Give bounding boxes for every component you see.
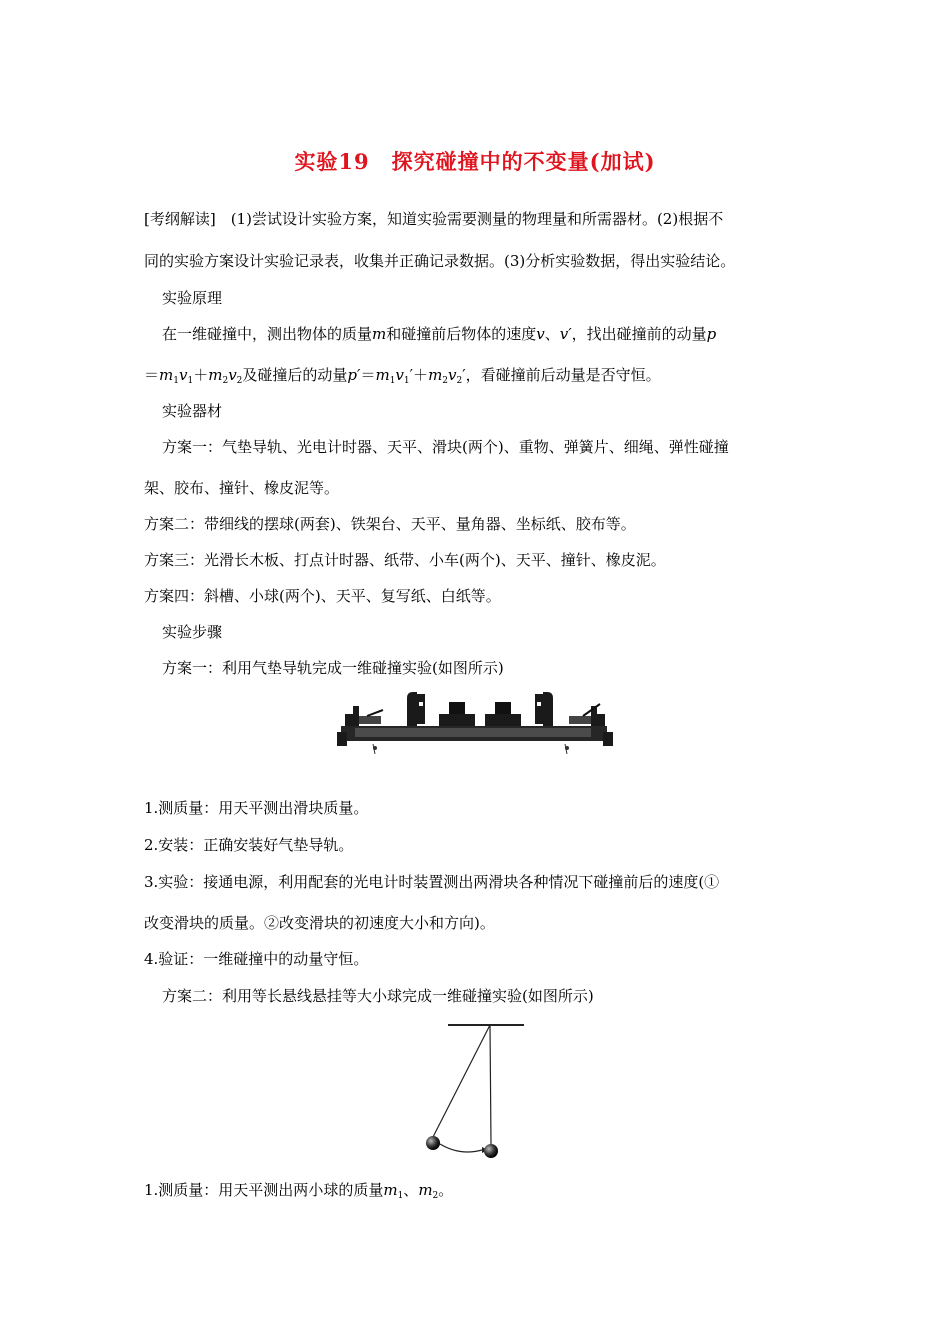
step-2: 2.安装：正确安装好气垫导轨。 xyxy=(144,836,354,854)
equipment-heading: 实验器材 xyxy=(162,402,223,420)
air-track-figure xyxy=(335,686,615,758)
principle-line-1: 在一维碰撞中，测出物体的质量m和碰撞前后物体的速度v、v′，找出碰撞前的动量p xyxy=(162,325,717,343)
step-3-line-2: 改变滑块的质量。②改变滑块的初速度大小和方向)。 xyxy=(144,914,495,932)
equipment-plan3: 方案三：光滑长木板、打点计时器、纸带、小车(两个)、天平、撞针、橡皮泥。 xyxy=(144,551,666,569)
steps-plan1-intro: 方案一：利用气垫导轨完成一维碰撞实验(如图所示) xyxy=(162,659,504,677)
principle-heading: 实验原理 xyxy=(162,289,223,307)
syllabus-line-2: 同的实验方案设计实验记录表，收集并正确记录数据。(3)分析实验数据，得出实验结论。 xyxy=(144,252,736,270)
equipment-plan4: 方案四：斜槽、小球(两个)、天平、复写纸、白纸等。 xyxy=(144,587,501,605)
pendulum-figure xyxy=(420,1018,540,1168)
syllabus-line-1: [考纲解读] (1)尝试设计实验方案，知道实验需要测量的物理量和所需器材。(2)根据不 xyxy=(144,210,724,228)
step-3-line-1: 3.实验：接通电源，利用配套的光电计时装置测出两滑块各种情况下碰撞前后的速度(① xyxy=(144,873,720,891)
plan2-step-1: 1.测质量：用天平测出两小球的质量$m_1$、$m_2$。 xyxy=(144,1181,454,1201)
steps-heading: 实验步骤 xyxy=(162,623,223,641)
equipment-plan1-line-2: 架、胶布、撞针、橡皮泥等。 xyxy=(144,479,340,497)
equipment-plan2: 方案二：带细线的摆球(两套)、铁架台、天平、量角器、坐标纸、胶布等。 xyxy=(144,515,636,533)
steps-plan2-intro: 方案二：利用等长悬线悬挂等大小球完成一维碰撞实验(如图所示) xyxy=(162,987,594,1005)
equipment-plan1-line-1: 方案一：气垫导轨、光电计时器、天平、滑块(两个)、重物、弹簧片、细绳、弹性碰撞 xyxy=(162,438,729,456)
step-1: 1.测质量：用天平测出滑块质量。 xyxy=(144,799,369,817)
step-4: 4.验证：一维碰撞中的动量守恒。 xyxy=(144,950,369,968)
page-title: 实验19 探究碰撞中的不变量(加试) xyxy=(294,149,656,174)
principle-line-2: $=m_1v_1+m_2v_2$及碰撞后的动量$p'=m_1v_1'+m_2v_2'$，看碰撞前后动量是否守恒。 xyxy=(144,366,661,386)
